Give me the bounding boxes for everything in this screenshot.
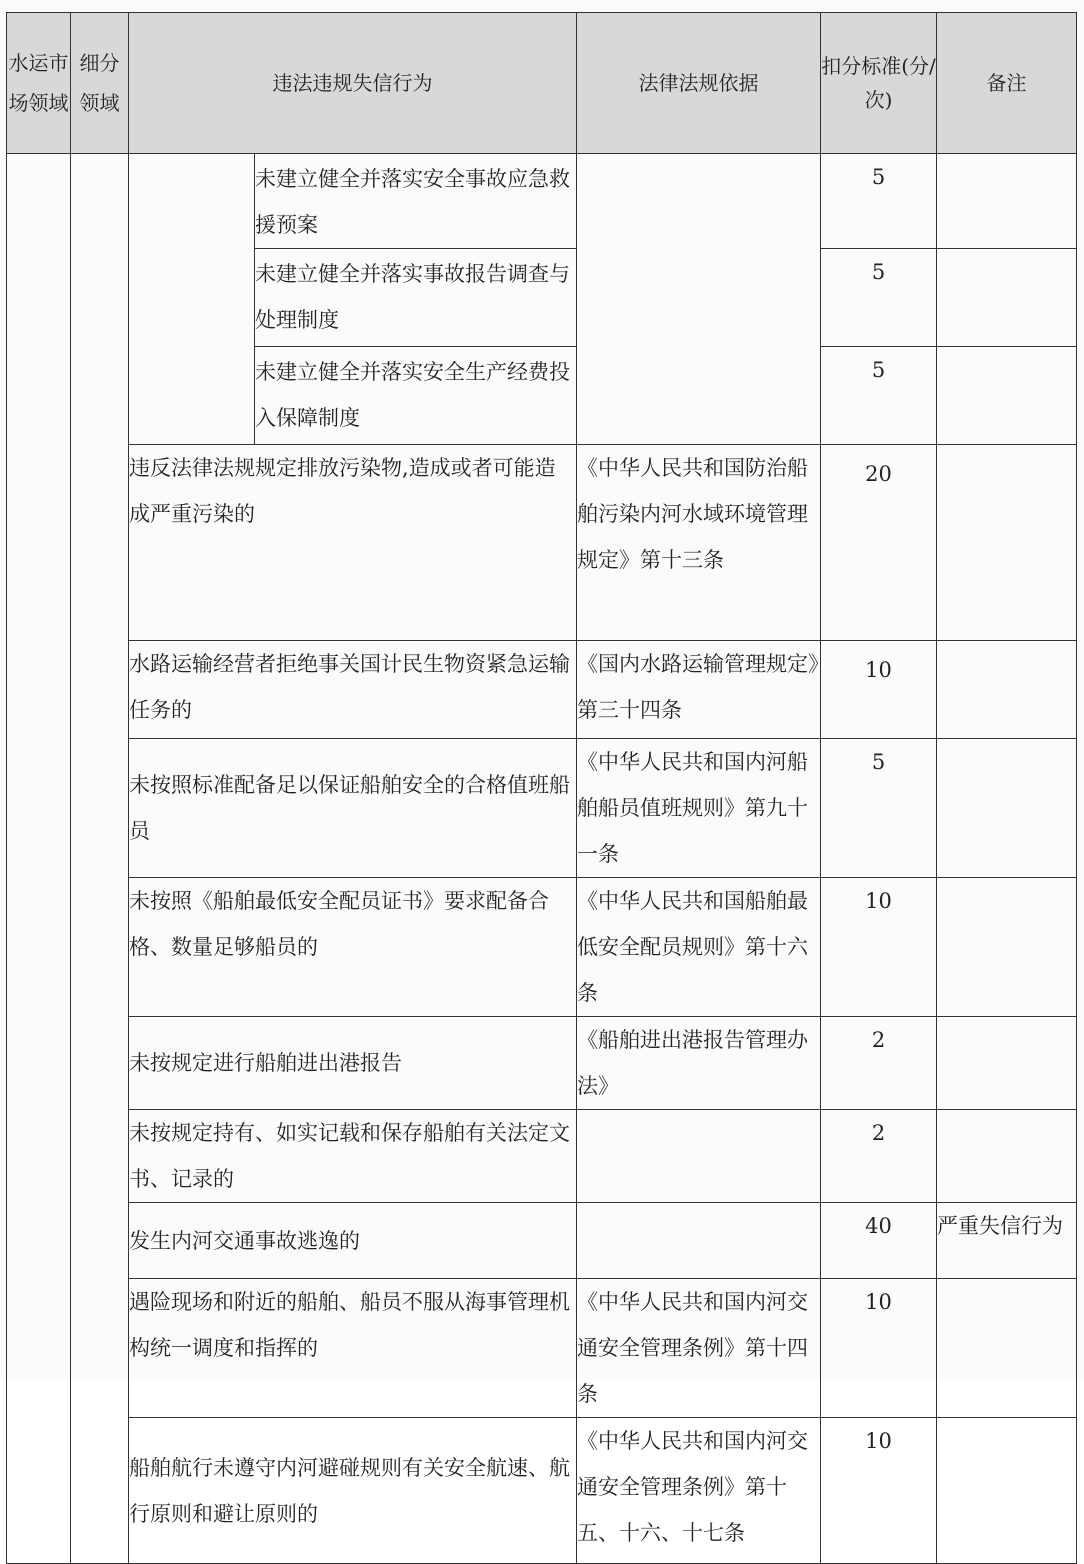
- score-cell: 10: [821, 641, 937, 739]
- table-row: [7, 1017, 1077, 1110]
- legal-basis-cell: 《中华人民共和国内河交通安全管理条例》第十四条: [577, 1279, 821, 1418]
- behavior-cell: 遇险现场和附近的船舶、船员不服从海事管理机构统一调度和指挥的: [129, 1279, 577, 1418]
- group-cell: [129, 154, 255, 445]
- note-cell: [937, 347, 1077, 445]
- score-cell: 10: [821, 1418, 937, 1564]
- legal-basis-cell: 《中华人民共和国防治船舶污染内河水域环境管理规定》第十三条: [577, 445, 821, 641]
- score-cell: 20: [821, 445, 937, 641]
- note-cell: [937, 249, 1077, 347]
- score-cell: 10: [821, 1279, 937, 1418]
- header-row: [7, 13, 1077, 154]
- legal-basis-cell: 《船舶进出港报告管理办法》: [577, 1017, 821, 1110]
- table-row: [7, 739, 1077, 878]
- score-cell: 10: [821, 878, 937, 1017]
- behavior-cell: 未建立健全并落实安全生产经费投入保障制度: [255, 347, 577, 445]
- score-cell: 5: [821, 347, 937, 445]
- table-row: [7, 1203, 1077, 1279]
- deduction-table: [6, 12, 1077, 1564]
- behavior-cell: 未按照标准配备足以保证船舶安全的合格值班船员: [129, 739, 577, 878]
- note-cell: [937, 1110, 1077, 1203]
- table-row: [7, 641, 1077, 739]
- header-sub-domain: 细分领域: [71, 13, 129, 154]
- score-cell: 5: [821, 154, 937, 249]
- table-row: [7, 878, 1077, 1017]
- behavior-cell: 未建立健全并落实事故报告调查与处理制度: [255, 249, 577, 347]
- header-legal-basis: 法律法规依据: [577, 13, 821, 154]
- note-cell: [937, 641, 1077, 739]
- note-cell: [937, 739, 1077, 878]
- score-cell: 40: [821, 1203, 937, 1279]
- market-domain-cell: [7, 154, 71, 1564]
- note-cell: [937, 1279, 1077, 1418]
- note-cell: [937, 1017, 1077, 1110]
- table-row: [7, 445, 1077, 641]
- behavior-cell: 船舶航行未遵守内河避碰规则有关安全航速、航行原则和避让原则的: [129, 1418, 577, 1564]
- header-score: 扣分标准(分/次): [821, 13, 937, 154]
- table-row: [7, 1110, 1077, 1203]
- header-market-domain: 水运市场领域: [7, 13, 71, 154]
- table-row: [7, 1279, 1077, 1418]
- legal-basis-cell: 《国内水路运输管理规定》第三十四条: [577, 641, 821, 739]
- note-cell: 严重失信行为: [937, 1203, 1077, 1279]
- legal-basis-cell: 《中华人民共和国内河交通安全管理条例》第十五、十六、十七条: [577, 1418, 821, 1564]
- table-row: [7, 1418, 1077, 1564]
- note-cell: [937, 878, 1077, 1017]
- legal-basis-cell: [577, 1203, 821, 1279]
- behavior-cell: 发生内河交通事故逃逸的: [129, 1203, 577, 1279]
- behavior-cell: 未建立健全并落实安全事故应急救援预案: [255, 154, 577, 249]
- score-cell: 5: [821, 739, 937, 878]
- header-behavior: 违法违规失信行为: [129, 13, 577, 154]
- sub-domain-cell: [71, 154, 129, 1564]
- score-cell: 2: [821, 1017, 937, 1110]
- score-cell: 5: [821, 249, 937, 347]
- behavior-cell: 违反法律法规规定排放污染物,造成或者可能造成严重污染的: [129, 445, 577, 641]
- behavior-cell: 未按照《船舶最低安全配员证书》要求配备合格、数量足够船员的: [129, 878, 577, 1017]
- legal-basis-cell: 《中华人民共和国内河船舶船员值班规则》第九十一条: [577, 739, 821, 878]
- behavior-cell: 水路运输经营者拒绝事关国计民生物资紧急运输任务的: [129, 641, 577, 739]
- behavior-cell: 未按规定持有、如实记载和保存船舶有关法定文书、记录的: [129, 1110, 577, 1203]
- legal-basis-cell: [577, 1110, 821, 1203]
- header-note: 备注: [937, 13, 1077, 154]
- note-cell: [937, 154, 1077, 249]
- note-cell: [937, 1418, 1077, 1564]
- note-cell: [937, 445, 1077, 641]
- table-row: [7, 154, 1077, 249]
- legal-basis-cell: 《中华人民共和国船舶最低安全配员规则》第十六条: [577, 878, 821, 1017]
- legal-basis-cell: [577, 154, 821, 445]
- behavior-cell: 未按规定进行船舶进出港报告: [129, 1017, 577, 1110]
- score-cell: 2: [821, 1110, 937, 1203]
